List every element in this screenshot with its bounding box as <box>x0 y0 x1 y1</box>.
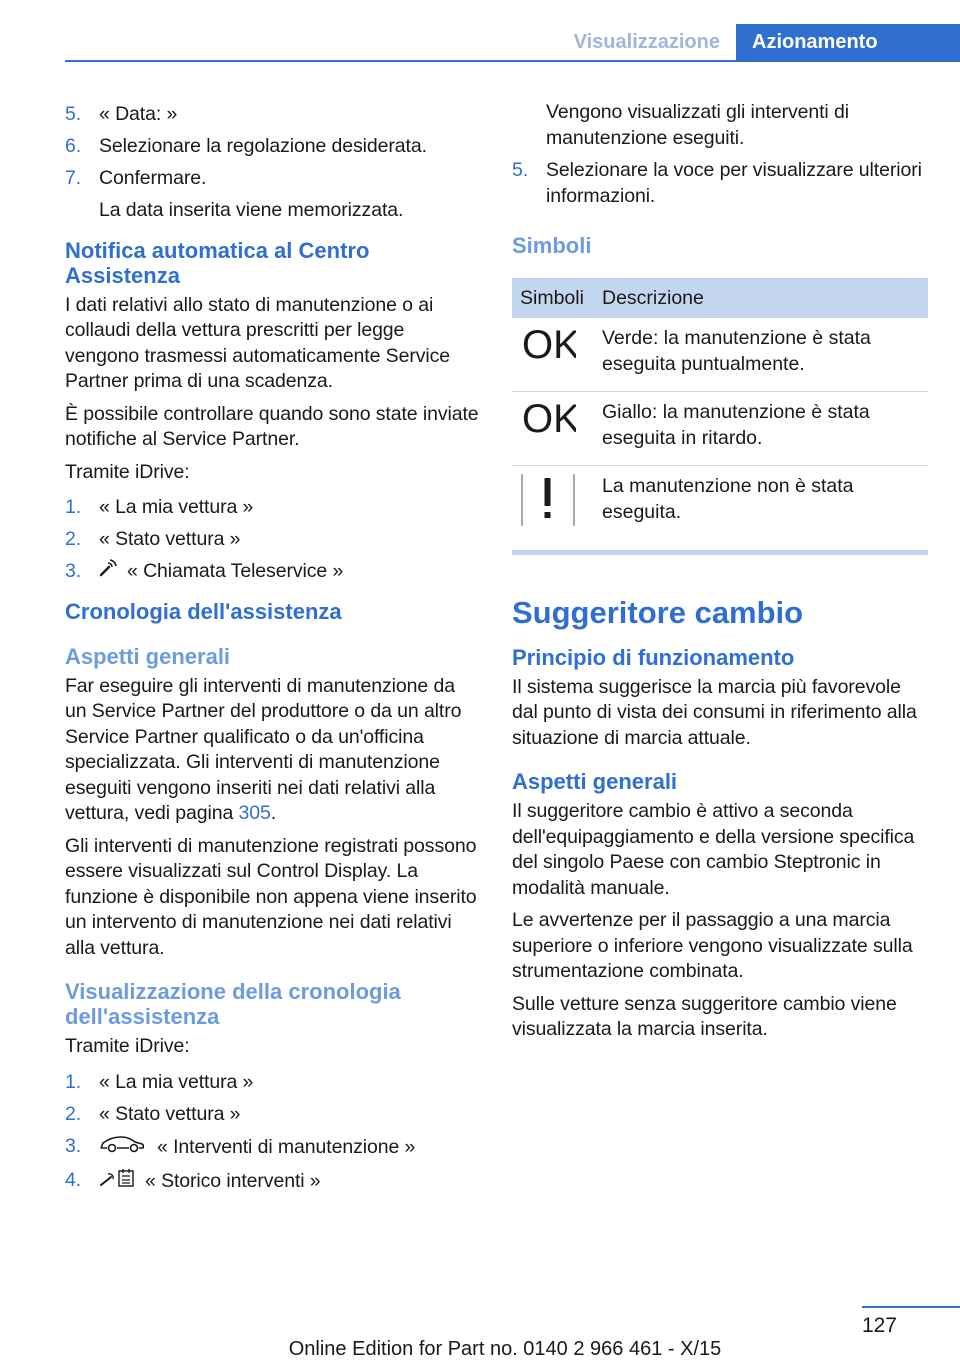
steps-list-teleservice <box>65 495 480 585</box>
table-row <box>512 466 928 553</box>
list-item: 3. « Chiamata Teleservice » <box>65 559 480 585</box>
list-item: 4. « Storico interventi » <box>65 1168 480 1196</box>
table-row <box>512 318 928 392</box>
table-cell-description: La manutenzione non è stata eseguita. <box>602 475 854 523</box>
table-cell-description: Giallo: la manutenzione è stata eseguita in ritardo. <box>594 392 928 466</box>
heading-notifica: Notifica automatica al Centro Assistenza <box>65 237 370 288</box>
car-service-icon <box>99 1134 145 1162</box>
heading-suggeritore-cambio: Suggeritore cambio <box>512 594 804 630</box>
list-item: 5. « Data: » <box>65 103 178 125</box>
list-item: 7. Confermare. La data inserita viene memorizzata. <box>65 167 404 221</box>
table-header-simboli: Simboli <box>512 278 594 318</box>
paragraph: Tramite iDrive: <box>65 1035 190 1058</box>
paragraph: È possibile controllare quando sono state inviate notifiche al Service Partner. <box>65 402 479 450</box>
right-column <box>512 100 928 1050</box>
heading-simboli: Simboli <box>512 233 592 258</box>
list-item: 1. « La mia vettura » <box>65 1070 254 1093</box>
footer-divider <box>862 1306 960 1308</box>
tab-azionamento[interactable]: Azionamento <box>736 24 960 60</box>
page-number: 127 <box>861 1314 897 1337</box>
svg-text:OK: OK <box>522 324 576 364</box>
paragraph: Sulle vetture senza suggeritore cambio viene visualizzata la marcia inserita. <box>512 992 897 1040</box>
symbols-table <box>512 278 928 555</box>
heading-principio: Principio di funzionamento <box>512 644 795 670</box>
page-link-305[interactable]: 305 <box>238 802 271 825</box>
ok-icon <box>520 398 576 438</box>
left-column <box>65 102 480 1209</box>
heading-cronologia: Cronologia dell'assistenza <box>65 598 342 624</box>
tab-visualizzazione[interactable]: Visualizzazione <box>573 31 720 53</box>
paragraph: Far eseguire gli interventi di manutenzione da un Service Partner del produttore o da un altro Service Partner qualificato o da un'officina specializzata. Gli interventi di manutenzione eseguiti vengono inseriti nei dati relativi alla vettura, vedi pagina 305. <box>65 674 462 825</box>
table-header-descrizione: Descrizione <box>594 278 928 318</box>
paragraph: I dati relativi allo stato di manutenzione o ai collaudi della vettura prescritti per legge vengono trasmessi automaticamente Service Partner prima di una scadenza. <box>65 293 451 392</box>
service-history-icon <box>99 1168 135 1196</box>
list-item: 1. « La mia vettura » <box>65 496 254 518</box>
svg-text:OK: OK <box>522 398 576 438</box>
paragraph: Le avvertenze per il passaggio a una marcia superiore o inferiore vengono visualizzate sulla strumentazione combinata. <box>512 909 913 982</box>
paragraph: Tramite iDrive: <box>65 460 190 483</box>
heading-aspetti-generali-right: Aspetti generali <box>512 769 678 794</box>
paragraph: Gli interventi di manutenzione registrati possono essere visualizzati sul Control Display. La funzione è disponibile non appena viene inserito un intervento di manutenzione nei dati relativi alla vettura. <box>65 834 477 959</box>
table-row <box>512 392 928 466</box>
edition-footer: Online Edition for Part no. 0140 2 966 461 - X/15 <box>288 1338 722 1360</box>
steps-list-continued <box>512 158 928 209</box>
paragraph: Il sistema suggerisce la marcia più favorevole dal punto di vista dei consumi in riferimento alla situazione di marcia attuale. <box>512 675 917 749</box>
table-header-row <box>512 278 928 318</box>
list-item: 3. « Interventi di manutenzione » <box>65 1134 480 1162</box>
ok-icon <box>520 324 576 364</box>
list-item: 2. « Stato vettura » <box>65 528 241 550</box>
list-item: 5. Selezionare la voce per visualizzare ulteriori informazioni. <box>512 159 922 207</box>
paragraph: Vengono visualizzati gli interventi di manutenzione eseguiti. <box>546 101 849 149</box>
table-cell-description: Verde: la manutenzione è stata eseguita puntualmente. <box>594 318 928 392</box>
steps-list-date <box>65 102 480 224</box>
page-header <box>65 24 960 62</box>
list-item: 2. « Stato vettura » <box>65 1102 241 1125</box>
steps-list-storico <box>65 1070 480 1196</box>
exclamation-icon <box>520 472 576 528</box>
list-item: 6. Selezionare la regolazione desiderata. <box>65 135 427 157</box>
heading-aspetti-generali: Aspetti generali <box>65 643 231 669</box>
paragraph: Il suggeritore cambio è attivo a seconda dell'equipaggiamento e della versione specifica del singolo Paese con cambio Steptronic in modalità manuale. <box>512 800 915 899</box>
heading-visualizzazione-cronologia: Visualizzazione della cronologia dell'assistenza <box>65 979 401 1030</box>
teleservice-wrench-icon <box>99 559 119 585</box>
